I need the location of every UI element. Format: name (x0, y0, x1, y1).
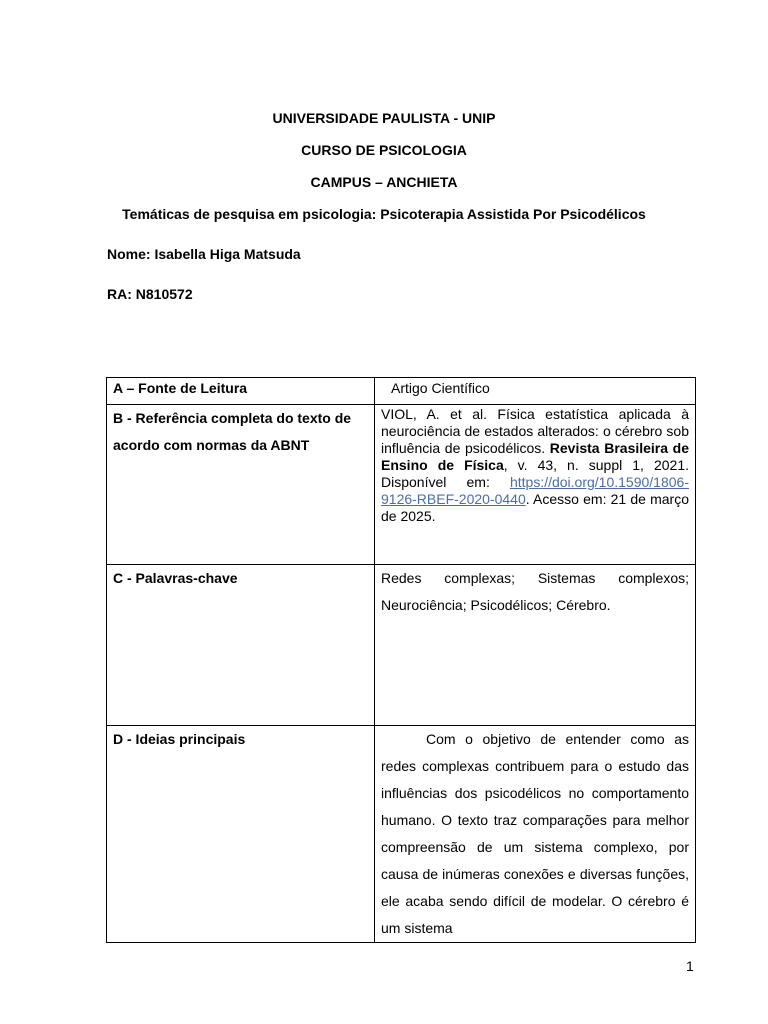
student-ra: RA: N810572 (107, 286, 193, 302)
reference-label: B - Referência completa do texto de acordo com normas da ABNT (107, 405, 375, 565)
research-theme: Temáticas de pesquisa em psicologia: Psicoterapia Assistida Por Psicodélicos (122, 206, 646, 222)
reference-doi-link[interactable]: https://doi.org/10.1590/1806-9126-RBEF-2020-0440 (381, 474, 689, 507)
reference-access-date: . Acesso em: 21 de março de 2025. (381, 491, 689, 524)
reference-journal: Revista Brasileira de Ensino de Física (381, 440, 690, 473)
row-main-ideas (107, 726, 696, 943)
student-name: Nome: Isabella Higa Matsuda (107, 246, 301, 262)
reading-source-value: Artigo Científico (375, 378, 696, 405)
reading-source-label: A – Fonte de Leitura (107, 378, 375, 405)
main-ideas-value: Com o objetivo de entender como as redes complexas contribuem para o estudo das influências dos psicodélicos no comportamento humano. O texto traz comparações para melhor compreensão de um sistema complexo, por causa de inúmeras conexões e diversas funções, ele acaba sendo difícil de modelar. O cérebro é um sistema (375, 726, 696, 943)
reference-authors-title: VIOL, A. et al. Física estatística aplicada à neurociência de estados alterados: o cérebro sob influência de psicodélicos. (381, 406, 689, 456)
row-keywords (107, 565, 696, 726)
university-title: UNIVERSIDADE PAULISTA - UNIP (272, 110, 496, 126)
keywords-value: Redes complexas; Sistemas complexos; Neurociência; Psicodélicos; Cérebro. (375, 565, 696, 726)
keywords-label: C - Palavras-chave (107, 565, 375, 726)
reading-form-table (106, 377, 696, 943)
row-reading-source (107, 378, 696, 405)
course-title: CURSO DE PSICOLOGIA (301, 142, 467, 158)
reference-volume: , v. 43, n. suppl 1, 2021. Disponível em: (381, 457, 689, 490)
row-reference (107, 405, 696, 565)
reference-value (375, 405, 696, 565)
page-number: 1 (686, 958, 694, 974)
campus-title: CAMPUS – ANCHIETA (310, 174, 458, 190)
main-ideas-label: D - Ideias principais (107, 726, 375, 943)
